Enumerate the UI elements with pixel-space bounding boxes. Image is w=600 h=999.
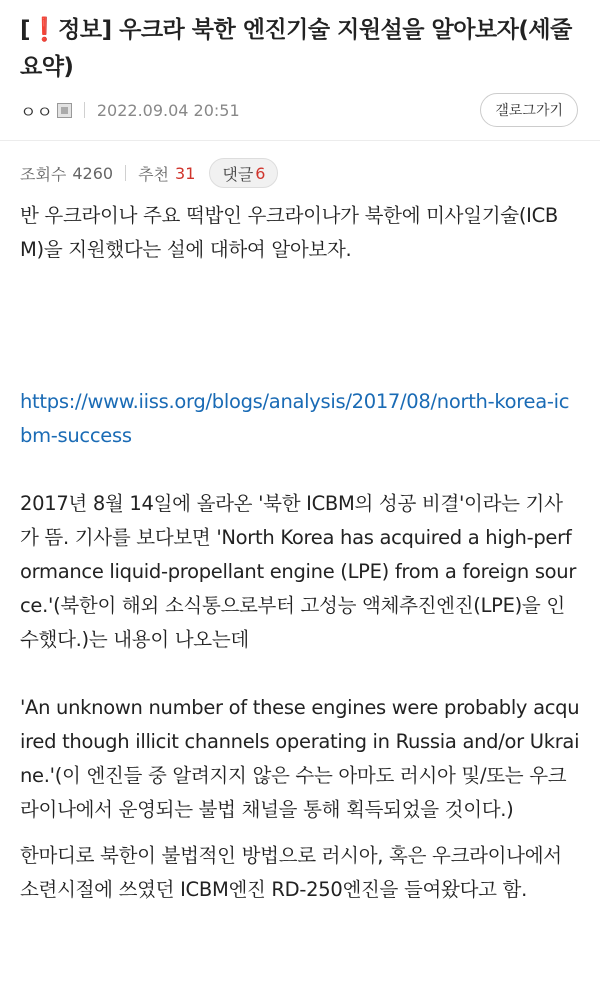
tag-label: 정보] <box>58 17 112 43</box>
paragraph-intro: 반 우크라이나 주요 떡밥인 우크라이나가 북한에 미사일기술(ICBM)을 지원했다는 설에 대하여 알아보자. <box>20 204 558 261</box>
header-divider <box>0 140 600 141</box>
meta-row <box>20 90 578 130</box>
comments-count: 6 <box>255 163 266 183</box>
title-text: 우크라 북한 엔진기술 지원설을 알아보자(세줄요약) <box>20 17 572 80</box>
gallog-button[interactable]: 갤로그가기 <box>480 93 578 127</box>
post-body <box>0 199 600 907</box>
views-count: 4260 <box>72 163 114 183</box>
views-label: 조회수 <box>20 164 67 184</box>
post-date: 2022.09.04 20:51 <box>96 100 240 120</box>
author[interactable] <box>20 98 72 123</box>
paragraph-summary: 한마디로 북한이 불법적인 방법으로 러시아, 혹은 우크라이나에서 소련시절에 쓰였던 ICBM엔진 RD-250엔진을 들여왔다고 함. <box>20 844 562 901</box>
member-level-icon <box>57 103 72 118</box>
exclamation-icon: ❗ <box>30 17 59 43</box>
source-link[interactable]: https://www.iiss.org/blogs/analysis/2017/08/north-korea-icbm-success <box>20 390 570 447</box>
recommend-count: 31 <box>175 163 196 183</box>
author-name: ㅇㅇ <box>20 102 53 123</box>
comments-button[interactable] <box>209 158 278 188</box>
tag-bracket: [ <box>20 17 31 43</box>
comments-label: 댓글 <box>222 164 254 184</box>
post-header <box>0 0 600 130</box>
paragraph-article: 2017년 8월 14일에 올라온 '북한 ICBM의 성공 비결'이라는 기사가 뜸. 기사를 보다보면 'North Korea has acquired a high-performance liquid-propellant engine (LPE) from a foreign source.'(북한이 해외 소식통으로부터 고성능 액체추진엔진(LPE)을 인수했다.)는 내용이 나오는데 <box>20 492 577 651</box>
divider <box>84 102 85 118</box>
recommend-label: 추천 <box>138 164 170 184</box>
paragraph-quote: 'An unknown number of these engines were probably acquired though illicit channels operating in Russia and/or Ukraine.'(이 엔진들 중 알려지지 않은 수는 아마도 러시아 및/또는 우크라이나에서 운영되는 불법 채널을 통해 획득되었을 것이다.) <box>20 696 580 821</box>
post-stats <box>0 147 600 199</box>
post-title <box>20 12 578 86</box>
divider <box>125 165 126 181</box>
